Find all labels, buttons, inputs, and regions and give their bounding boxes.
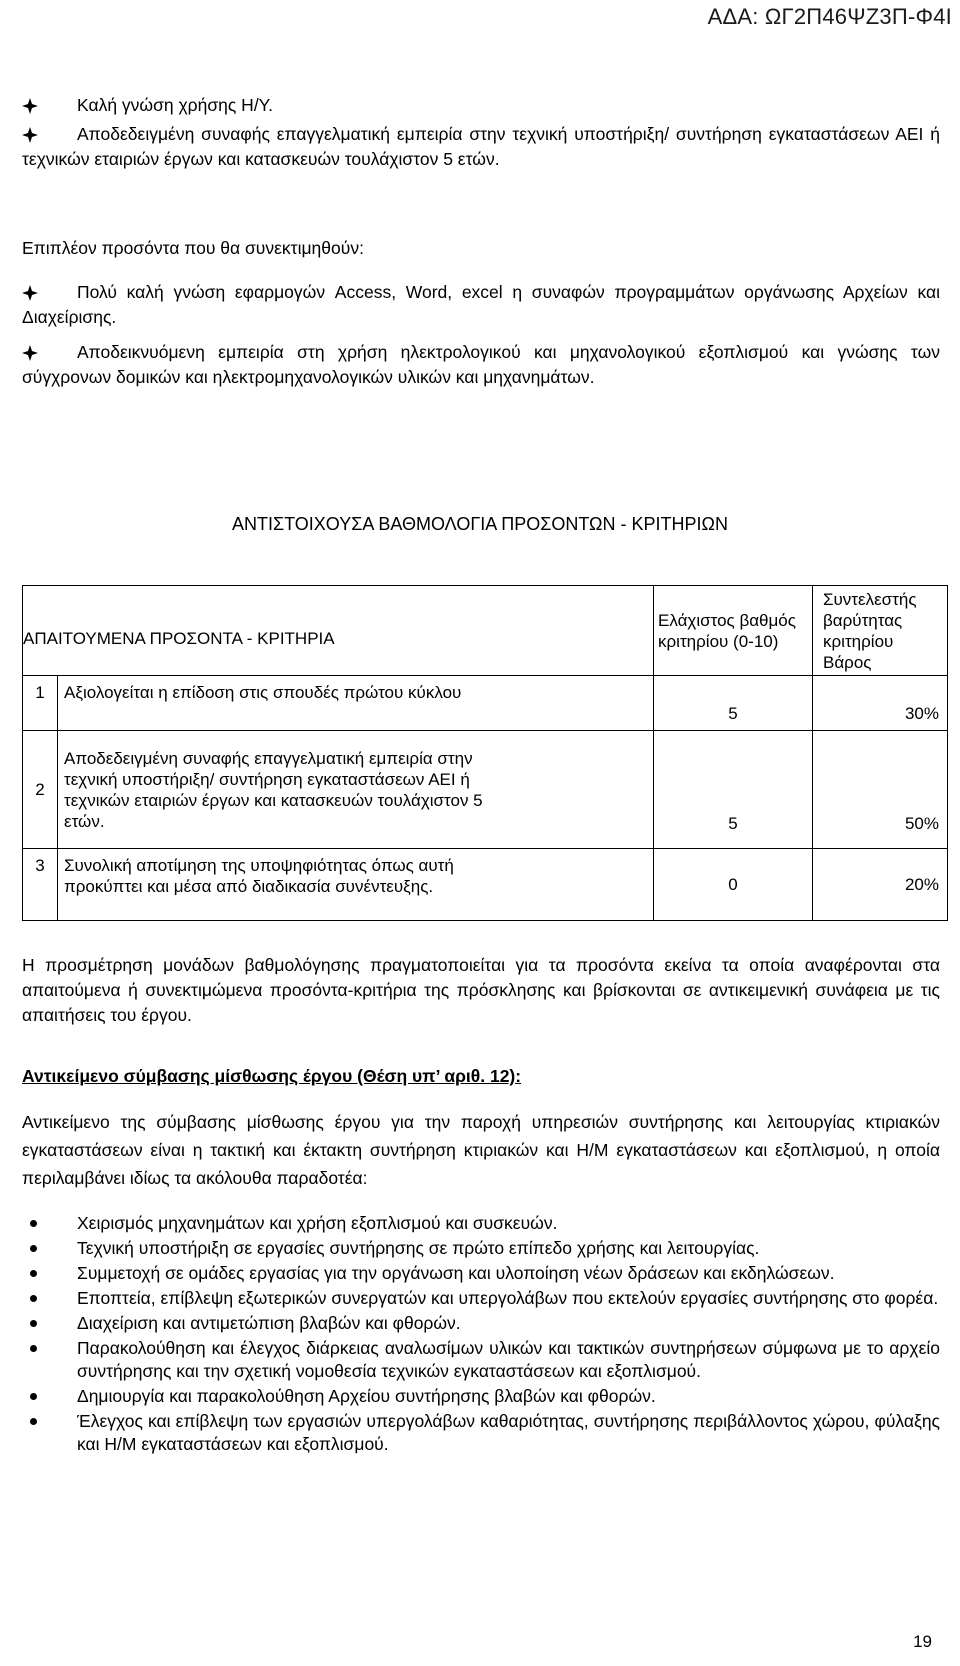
contract-text: Αντικείμενο της σύμβασης μίσθωσης έργου για την παροχή υπηρεσιών συντήρησης και λειτουργίας κτιριακών εγκαταστάσεων είναι η τακτική και έκτακτη συντήρηση κτιριακών και Η/Μ εγκαταστάσεων και εξοπλισμού, η οποία περιλαμβάνει ιδίως τα ακόλουθα παραδοτέα: (22, 1112, 940, 1188)
required-list (22, 93, 940, 176)
row-criterion: Αξιολογείται η επίδοση στις σπουδές πρώτου κύκλου (58, 676, 654, 731)
list-item: Έλεγχος και επίβλεψη των εργασιών υπεργολάβων καθαριότητας, συντήρησης περιβάλλοντος χώρου, φύλαξης και Η/Μ εγκαταστάσεων και εξοπλισμού. (22, 1410, 940, 1456)
list-item (22, 340, 940, 390)
row-number: 3 (23, 849, 58, 921)
row-weight: 50% (813, 731, 948, 849)
list-item: Δημιουργία και παρακολούθηση Αρχείου συντήρησης βλαβών και φθορών. (22, 1385, 940, 1408)
bullet-icon (30, 1295, 37, 1302)
row-min-score: 5 (654, 676, 813, 731)
deliverables-list (22, 1212, 940, 1458)
criteria-table (22, 585, 948, 921)
diamond-bullet-icon (22, 127, 38, 143)
scoring-note: Η προσμέτρηση μονάδων βαθμολόγησης πραγματοποιείται για τα προσόντα εκείνα τα οποία αναφέρονται στα απαιτούμενα ή συνεκτιμώμενα προσόντα-κριτήρια της πρόσκλησης και βρίσκονται σε αντικειμενική συνάφεια με τις απαιτήσεις του έργου. (22, 955, 940, 1025)
list-item (22, 280, 940, 330)
table-title: ΑΝΤΙΣΤΟΙΧΟΥΣΑ ΒΑΘΜΟΛΟΓΙΑ ΠΡΟΣΟΝΤΩΝ - ΚΡΙΤΗΡΙΩΝ (232, 514, 728, 534)
row-criterion: Αποδεδειγμένη συναφής επαγγελματική εμπειρία στην τεχνική υποστήριξη/ συντήρηση εγκαταστάσεων ΑΕΙ ή τεχνικών εταιριών έργων και κατασκευών τουλάχιστον 5 ετών. (58, 731, 654, 849)
bullet-icon (30, 1220, 37, 1227)
table-header-row (23, 586, 948, 676)
list-item (22, 122, 940, 172)
header-weight: Συντελεστής βαρύτητας κριτηρίου Βάρος (813, 586, 948, 676)
header-criteria: ΑΠΑΙΤΟΥΜΕΝΑ ΠΡΟΣΟΝΤΑ - ΚΡΙΤΗΡΙΑ (23, 586, 654, 676)
row-number: 2 (23, 731, 58, 849)
extra-heading: Επιπλέον προσόντα που θα συνεκτιμηθούν: (22, 238, 364, 258)
diamond-bullet-icon (22, 98, 38, 114)
list-item: Χειρισμός μηχανημάτων και χρήση εξοπλισμού και συσκευών. (22, 1212, 940, 1235)
page-number: 19 (913, 1632, 932, 1651)
bullet-icon (30, 1320, 37, 1327)
bullet-icon (30, 1393, 37, 1400)
contract-heading: Αντικείμενο σύμβασης μίσθωσης έργου (Θέση υπ’ αριθ. 12): (22, 1066, 522, 1086)
list-item: Παρακολούθηση και έλεγχος διάρκειας αναλωσίμων υλικών και τακτικών συντηρήσεων σύμφωνα με το αρχείο συντήρησης και την σχετική νομοθεσία τεχνικών εγκαταστάσεων και εξοπλισμού. (22, 1337, 940, 1383)
extra-list (22, 280, 940, 394)
row-min-score: 0 (654, 849, 813, 921)
ada-code: ΑΔΑ: ΩΓ2Π46ΨΖ3Π-Φ4Ι (707, 4, 952, 29)
bullet-icon (30, 1418, 37, 1425)
row-criterion: Συνολική αποτίμηση της υποψηφιότητας όπως αυτή προκύπτει και μέσα από διαδικασία συνέντευξης. (58, 849, 654, 921)
list-item-text: Καλή γνώση χρήσης Η/Υ. (77, 95, 273, 115)
bullet-icon (30, 1345, 37, 1352)
row-weight: 30% (813, 676, 948, 731)
table-row (23, 849, 948, 921)
list-item: Διαχείριση και αντιμετώπιση βλαβών και φθορών. (22, 1312, 940, 1335)
header-min-score: Ελάχιστος βαθμός κριτηρίου (0-10) (654, 586, 813, 676)
list-item (22, 93, 940, 118)
table-row (23, 676, 948, 731)
table-row (23, 731, 948, 849)
list-item-text: Αποδεικνυόμενη εμπειρία στη χρήση ηλεκτρολογικού και μηχανολογικού εξοπλισμού και γνώσης των σύγχρονων δομικών και ηλεκτρομηχανολογικών υλικών και μηχανημάτων. (22, 342, 940, 387)
list-item: Εποπτεία, επίβλεψη εξωτερικών συνεργατών και υπεργολάβων που εκτελούν εργασίες συντήρησης στο φορέα. (22, 1287, 940, 1310)
row-weight: 20% (813, 849, 948, 921)
list-item: Συμμετοχή σε ομάδες εργασίας για την οργάνωση και υλοποίηση νέων δράσεων και εκδηλώσεων. (22, 1262, 940, 1285)
row-min-score: 5 (654, 731, 813, 849)
diamond-bullet-icon (22, 285, 38, 301)
row-number: 1 (23, 676, 58, 731)
list-item-text: Πολύ καλή γνώση εφαρμογών Access, Word, excel η συναφών προγραμμάτων οργάνωσης Αρχείων και Διαχείρισης. (22, 282, 940, 327)
diamond-bullet-icon (22, 345, 38, 361)
list-item: Τεχνική υποστήριξη σε εργασίες συντήρησης σε πρώτο επίπεδο χρήσης και λειτουργίας. (22, 1237, 940, 1260)
list-item-text: Αποδεδειγμένη συναφής επαγγελματική εμπειρία στην τεχνική υποστήριξη/ συντήρηση εγκαταστάσεων ΑΕΙ ή τεχνικών εταιριών έργων και κατασκευών τουλάχιστον 5 ετών. (22, 124, 940, 169)
bullet-icon (30, 1270, 37, 1277)
bullet-icon (30, 1245, 37, 1252)
